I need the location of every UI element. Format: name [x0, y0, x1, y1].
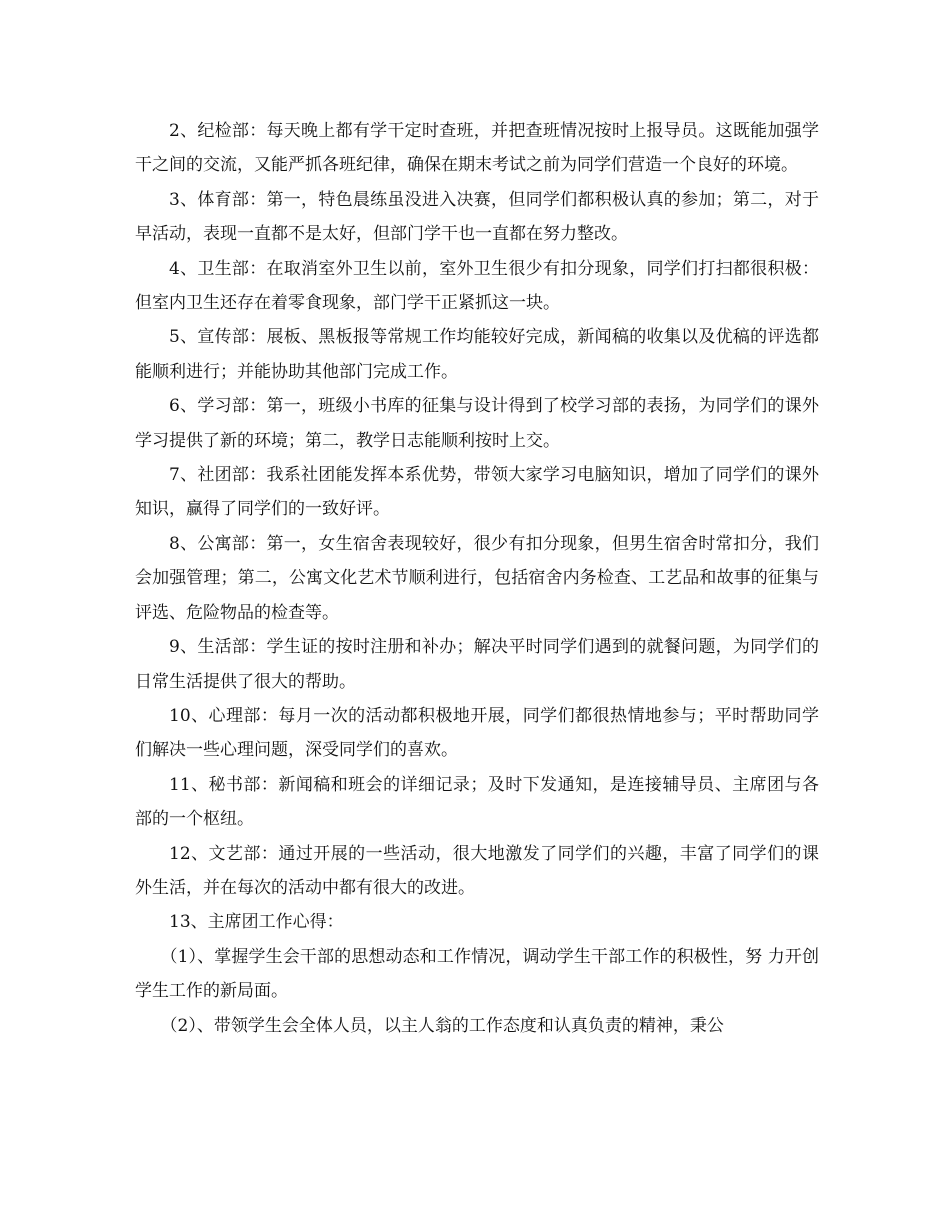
paragraph-hygiene-dept: 4、卫生部：在取消室外卫生以前，室外卫生很少有扣分现象，同学们打扫都很积极：但室内卫生还存在着零食现象，部门学干正紧抓这一块。	[135, 258, 819, 314]
paragraph-discipline-dept: 2、纪检部：每天晚上都有学干定时查班，并把查班情况按时上报导员。这既能加强学干之间的交流，又能严抓各班纪律，确保在期末考试之前为同学们营造一个良好的环境。	[135, 121, 819, 176]
paragraph-dormitory-dept: 8、公寓部：第一，女生宿舍表现较好，很少有扣分现象，但男生宿舍时常扣分，我们会加强管理；第二，公寓文化艺术节顺利进行，包括宿舍内务检查、工艺品和故事的征集与评选、危险物品的检查等。	[135, 533, 819, 623]
paragraph-arts-dept: 12、文艺部：通过开展的一些活动，很大地激发了同学们的兴趣，丰富了同学们的课外生活，并在每次的活动中都有很大的改进。	[135, 843, 819, 898]
paragraph-publicity-dept: 5、宣传部：展板、黑板报等常规工作均能较好完成，新闻稿的收集以及优稿的评选都能顺利进行；并能协助其他部门完成工作。	[135, 327, 819, 382]
paragraph-life-dept: 9、生活部：学生证的按时注册和补办；解决平时同学们遇到的就餐问题，为同学们的日常生活提供了很大的帮助。	[135, 637, 819, 692]
document-body	[135, 114, 819, 1043]
paragraph-presidium-point-1: （1）、掌握学生会干部的思想动态和工作情况，调动学生干部工作的积极性，努 力开创学生工作的新局面。	[135, 946, 819, 1002]
paragraph-study-dept: 6、学习部：第一，班级小书库的征集与设计得到了校学习部的表扬，为同学们的课外学习提供了新的环境；第二，教学日志能顺利按时上交。	[135, 396, 819, 451]
paragraph-sports-dept: 3、体育部：第一，特色晨练虽没进入决赛，但同学们都积极认真的参加；第二，对于早活动，表现一直都不是太好，但部门学干也一直都在努力整改。	[135, 189, 819, 245]
paragraph-psychology-dept: 10、心理部：每月一次的活动都积极地开展，同学们都很热情地参与；平时帮助同学们解决一些心理问题，深受同学们的喜欢。	[135, 705, 819, 761]
paragraph-presidium-heading: 13、主席团工作心得：	[169, 912, 344, 933]
paragraph-presidium-point-2: （2）、带领学生会全体人员，以主人翁的工作态度和认真负责的精神，秉公	[160, 1015, 724, 1036]
paragraph-club-dept: 7、社团部：我系社团能发挥本系优势，带领大家学习电脑知识，增加了同学们的课外知识，赢得了同学们的一致好评。	[135, 465, 819, 520]
paragraph-secretary-dept: 11、秘书部：新闻稿和班会的详细记录；及时下发通知，是连接辅导员、主席团与各部的一个枢纽。	[135, 774, 819, 830]
